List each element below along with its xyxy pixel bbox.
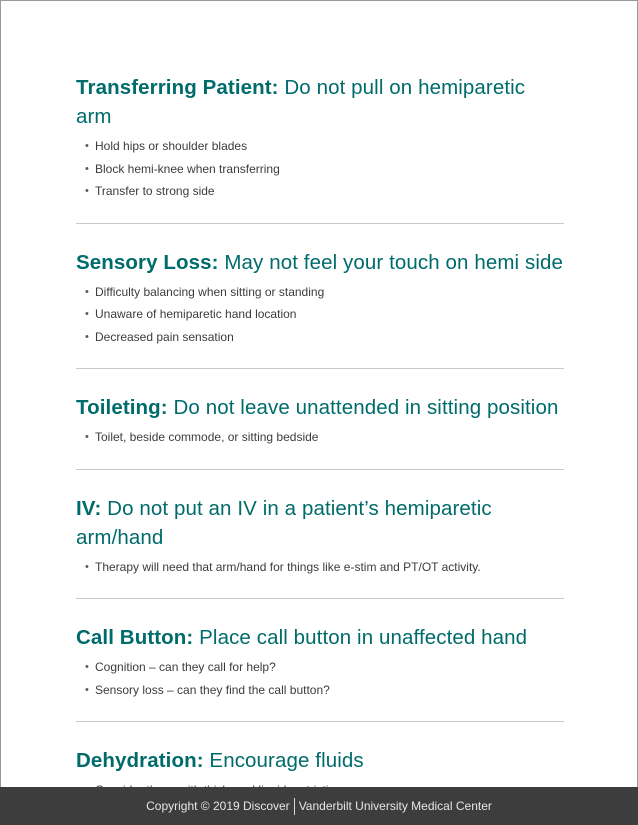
list-item-text: Transfer to strong side: [95, 184, 215, 198]
list-item: [85, 656, 564, 679]
section-heading-text: Encourage fluids: [203, 749, 364, 772]
footer-bar: [0, 787, 638, 825]
list-item-text: Therapy will need that arm/hand for things like e-stim and PT/OT activity.: [95, 559, 481, 574]
section-heading-text: Do not put an IV in a patient’s hemiparetic arm/hand: [76, 496, 492, 549]
bullet-icon: •: [85, 431, 89, 443]
section-heading: [76, 248, 564, 277]
section-heading-lead: Transferring Patient:: [76, 76, 279, 99]
section-heading-lead: Toileting:: [76, 396, 168, 419]
section-heading-lead: Dehydration:: [76, 749, 204, 772]
bullet-list: [76, 135, 564, 203]
bullet-icon: •: [85, 162, 89, 175]
section-call-button: [76, 623, 564, 722]
section-heading-text: Do not leave unattended in sitting position: [167, 396, 559, 419]
list-item: [85, 679, 564, 702]
footer-copyright: Copyright © 2019 Discover: [146, 799, 290, 813]
bullet-list: [76, 656, 564, 701]
bullet-icon: •: [85, 683, 89, 696]
bullet-icon: •: [85, 330, 89, 343]
section-heading: [76, 73, 564, 131]
list-item-text: Toilet, beside commode, or sitting bedside: [95, 430, 319, 444]
section-heading-text: Place call button in unaffected hand: [193, 626, 528, 649]
list-item: [85, 180, 564, 203]
bullet-icon: •: [85, 308, 89, 320]
list-item: [85, 303, 564, 326]
bullet-icon: •: [85, 285, 89, 298]
section-transferring-patient: [76, 73, 564, 224]
list-item: [85, 556, 564, 579]
bullet-icon: •: [85, 140, 89, 152]
list-item-text: Cognition – can they call for help?: [95, 660, 276, 674]
bullet-list: [76, 556, 564, 579]
section-iv: [76, 494, 564, 600]
list-item-text: Difficulty balancing when sitting or standing: [95, 284, 325, 299]
list-item: [85, 135, 564, 158]
list-item-text: Hold hips or shoulder blades: [95, 139, 248, 153]
bullet-icon: •: [85, 661, 89, 673]
section-heading: [76, 623, 564, 652]
bullet-icon: •: [85, 185, 89, 197]
section-heading-text: May not feel your touch on hemi side: [218, 250, 563, 274]
section-heading-lead: IV:: [76, 496, 102, 520]
list-item-text: Unaware of hemiparetic hand location: [95, 307, 297, 321]
section-heading: [76, 393, 564, 422]
list-item-text: Block hemi-knee when transferring: [95, 161, 280, 176]
guidelines-content: [76, 73, 564, 802]
section-heading-lead: Sensory Loss:: [76, 250, 219, 274]
list-item-text: Sensory loss – can they find the call button?: [95, 682, 330, 697]
list-item: [85, 426, 564, 449]
list-item: [85, 158, 564, 181]
bullet-list: [76, 281, 564, 349]
section-heading: [76, 494, 564, 552]
list-item: [85, 281, 564, 304]
section-heading-lead: Call Button:: [76, 626, 194, 649]
bullet-icon: •: [85, 560, 89, 573]
section-heading-text: Do not pull on hemiparetic arm: [76, 76, 526, 128]
section-heading: [76, 746, 564, 775]
list-item-text: Decreased pain sensation: [95, 329, 234, 344]
section-toileting: [76, 393, 564, 470]
section-sensory-loss: [76, 248, 564, 370]
footer-organization: Vanderbilt University Medical Center: [298, 799, 492, 813]
footer-divider: [294, 798, 295, 815]
list-item: [85, 326, 564, 349]
bullet-list: [76, 426, 564, 449]
